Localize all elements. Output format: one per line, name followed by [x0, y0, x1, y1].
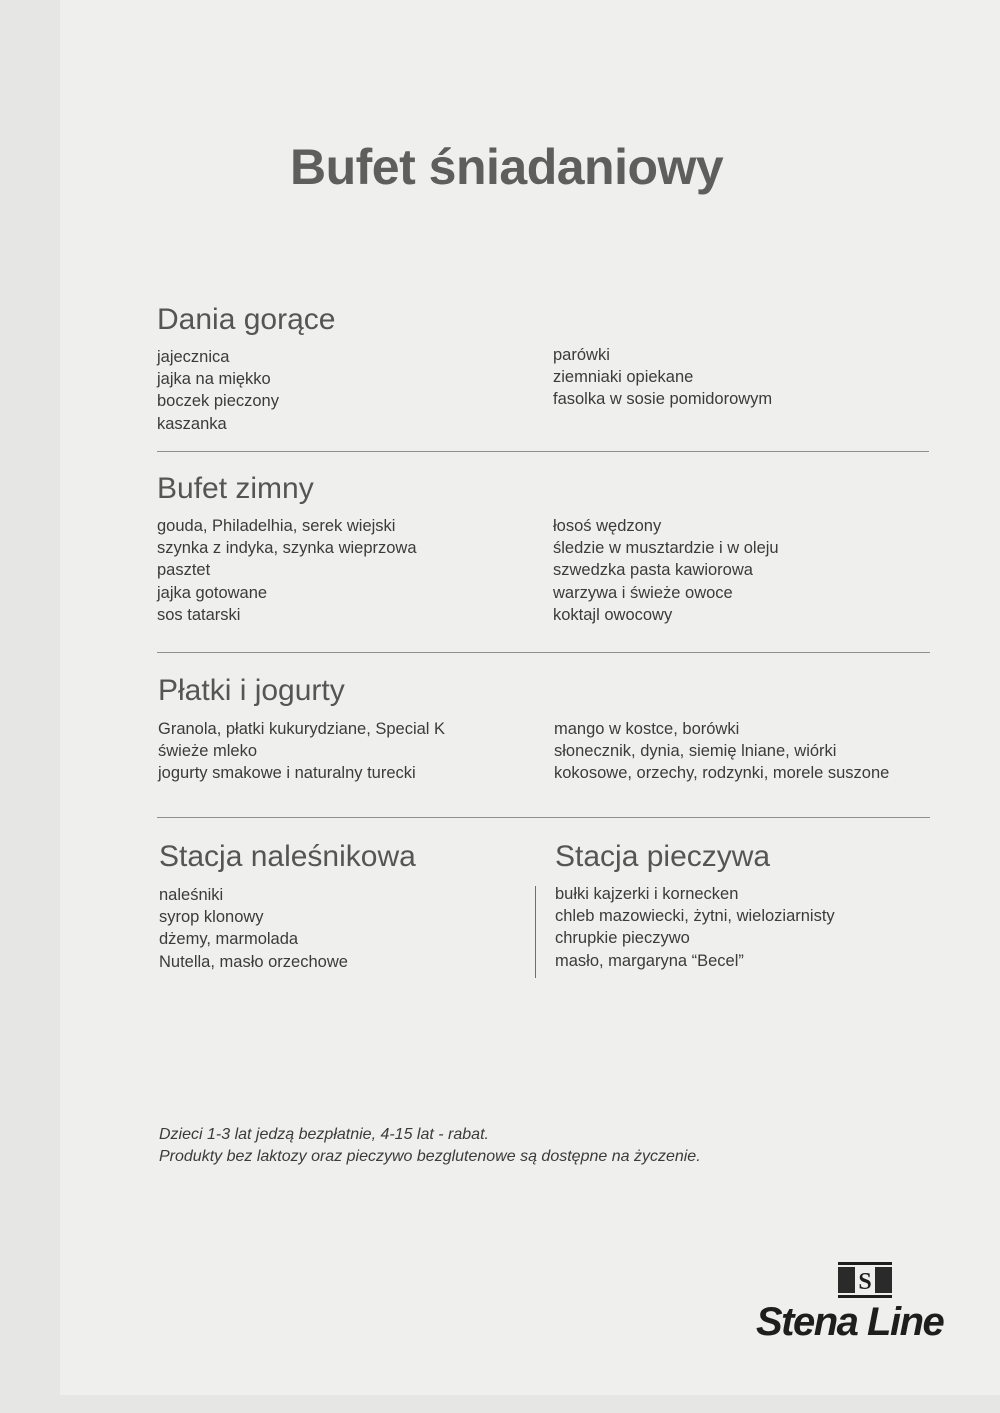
- menu-item: warzywa i świeże owoce: [553, 583, 733, 602]
- right-column: [554, 718, 889, 785]
- footnote-line: Produkty bez laktozy oraz pieczywo bezglutenowe są dostępne na życzenie.: [159, 1148, 701, 1165]
- page-title: Bufet śniadaniowy: [290, 139, 724, 195]
- section-divider: [157, 451, 929, 452]
- menu-item: naleśniki: [159, 886, 224, 904]
- menu-item: kaszanka: [157, 414, 227, 433]
- menu-item: Nutella, masło orzechowe: [159, 952, 348, 971]
- column-separator: [535, 886, 536, 978]
- menu-item: jajka gotowane: [157, 583, 268, 602]
- section-cereal-yogurt: [158, 673, 930, 783]
- menu-item: pasztet: [157, 561, 211, 580]
- section-cold-buffet: [157, 471, 929, 624]
- menu-item: gouda, Philadelhia, serek wiejski: [157, 517, 396, 535]
- section-heading: Stacja naleśnikowa: [159, 840, 416, 873]
- menu-item: sos tatarski: [157, 605, 241, 624]
- section-heading: Stacja pieczywa: [555, 840, 771, 873]
- menu-item: jajka na miękko: [157, 370, 271, 389]
- section-heading: Płatki i jogurty: [158, 674, 345, 707]
- footnote: [159, 1124, 701, 1168]
- menu-item: bułki kajzerki i kornecken: [555, 885, 739, 903]
- item-list: [555, 883, 935, 972]
- menu-item: Granola, płatki kukurydziane, Special K: [158, 720, 446, 738]
- logo-mark-letter: S: [858, 1269, 872, 1295]
- left-column: [157, 346, 279, 435]
- menu-item: syrop klonowy: [159, 908, 264, 927]
- section-heading: Dania gorące: [157, 303, 336, 336]
- section-pancake-station: [159, 839, 519, 973]
- menu-item: mango w kostce, borówki: [554, 720, 740, 738]
- menu-item: masło, margaryna “Becel”: [555, 951, 744, 970]
- menu-item: koktajl owocowy: [553, 605, 673, 624]
- menu-item: chleb mazowiecki, żytni, wieloziarnisty: [555, 907, 835, 926]
- left-column: [158, 718, 445, 785]
- menu-item: jajecznica: [157, 348, 230, 366]
- menu-item: fasolka w sosie pomidorowym: [553, 390, 773, 409]
- menu-item: parówki: [553, 346, 610, 364]
- left-column: [157, 515, 417, 626]
- section-hot-dishes: [157, 302, 929, 433]
- right-column: [553, 344, 772, 411]
- menu-item: łosoś wędzony: [553, 517, 662, 535]
- stena-line-logo: [756, 1262, 991, 1342]
- menu-item: szynka z indyka, szynka wieprzowa: [157, 539, 417, 558]
- logo-wordmark: Stena Line: [756, 1300, 944, 1344]
- footnote-line: Dzieci 1-3 lat jedzą bezpłatnie, 4-15 lat - rabat.: [159, 1126, 489, 1143]
- menu-item: ziemniaki opiekane: [553, 368, 694, 387]
- stena-line-flag-icon: [838, 1262, 892, 1298]
- right-column: [553, 515, 779, 626]
- section-divider: [157, 817, 930, 818]
- section-divider: [157, 652, 930, 653]
- item-list: [159, 884, 519, 973]
- menu-item: dżemy, marmolada: [159, 930, 299, 949]
- menu-item: śledzie w musztardzie i w oleju: [553, 539, 779, 558]
- menu-item: świeże mleko: [158, 742, 258, 761]
- menu-item: chrupkie pieczywo: [555, 929, 690, 948]
- menu-item: szwedzka pasta kawiorowa: [553, 561, 753, 580]
- section-bread-station: [555, 839, 935, 972]
- menu-item: jogurty smakowe i naturalny turecki: [158, 764, 416, 783]
- menu-item: boczek pieczony: [157, 392, 279, 411]
- menu-item: kokosowe, orzechy, rodzynki, morele suszone: [554, 764, 890, 783]
- menu-item: słonecznik, dynia, siemię lniane, wiórki: [554, 742, 837, 761]
- section-heading: Bufet zimny: [157, 472, 314, 505]
